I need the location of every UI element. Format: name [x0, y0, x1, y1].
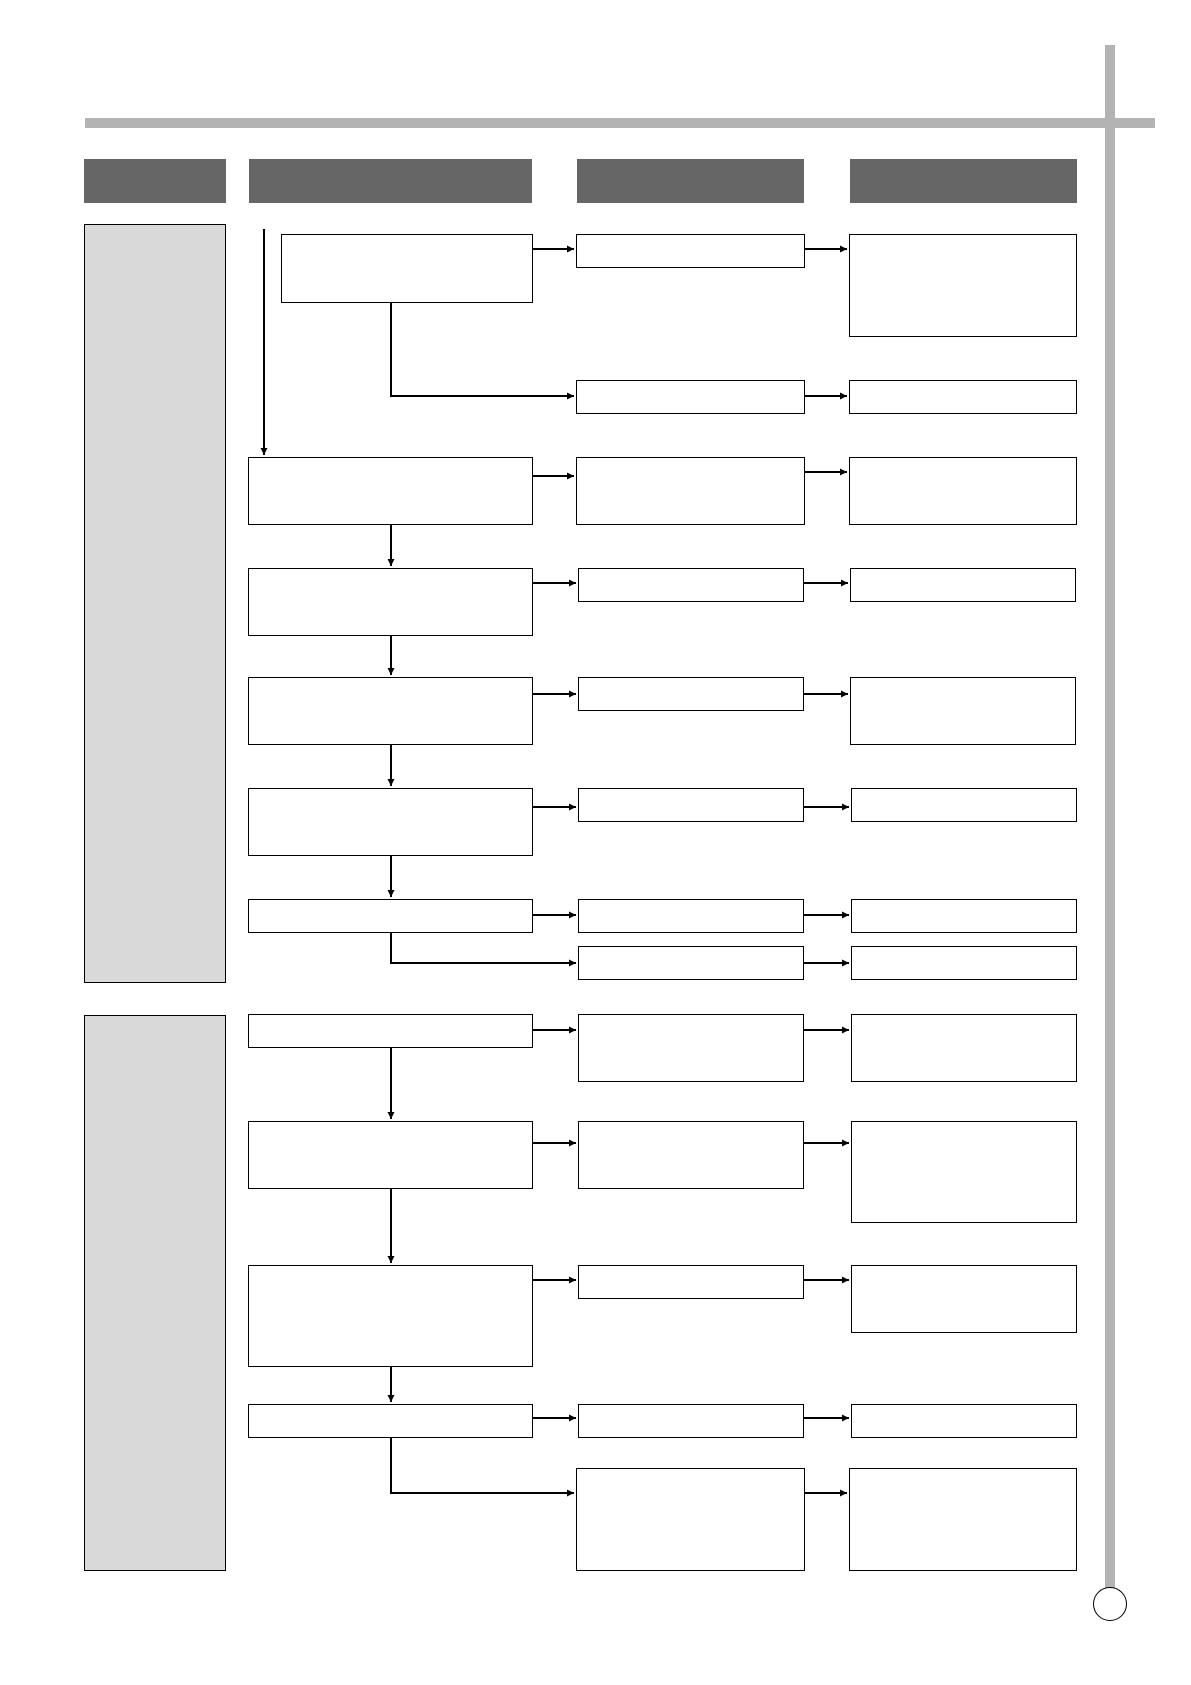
check-node [576, 1468, 805, 1571]
step-node [248, 457, 533, 525]
check-node [576, 234, 805, 268]
result-node [851, 1265, 1077, 1333]
step-node [248, 899, 533, 933]
result-node [851, 1121, 1077, 1223]
step-node [248, 788, 533, 856]
group-panel-2 [84, 1015, 226, 1571]
step-node [248, 1014, 533, 1048]
check-node [576, 457, 805, 525]
result-node [849, 380, 1077, 414]
step-node [248, 1121, 533, 1189]
result-node [851, 946, 1077, 980]
result-node [849, 234, 1077, 337]
check-node [578, 677, 804, 711]
check-node [576, 380, 805, 414]
step-node [248, 677, 533, 745]
column-header-result [850, 159, 1077, 203]
step-node [248, 568, 533, 636]
check-node [578, 1014, 804, 1082]
result-node [851, 1014, 1077, 1082]
check-node [578, 788, 804, 822]
column-header-group [84, 159, 226, 203]
check-node [578, 1121, 804, 1189]
check-node [578, 899, 804, 933]
group-panel-1 [84, 224, 226, 983]
page-number-badge [1093, 1587, 1127, 1621]
check-node [578, 568, 804, 602]
column-header-step [249, 159, 532, 203]
check-node [578, 1404, 804, 1438]
right-frame-bar [1105, 45, 1115, 1595]
result-node [850, 568, 1076, 602]
connector-arrow [391, 933, 576, 963]
connector-arrow [391, 1438, 574, 1493]
check-node [578, 946, 804, 980]
connector-arrow [391, 303, 574, 396]
top-frame-bar [85, 118, 1155, 128]
result-node [850, 677, 1076, 745]
result-node [851, 1404, 1077, 1438]
step-node [248, 1404, 533, 1438]
column-header-check [577, 159, 804, 203]
step-node [248, 1265, 533, 1367]
result-node [849, 1468, 1077, 1571]
check-node [578, 1265, 804, 1299]
result-node [851, 899, 1077, 933]
step-node [281, 234, 533, 303]
result-node [849, 457, 1077, 525]
result-node [851, 788, 1077, 822]
